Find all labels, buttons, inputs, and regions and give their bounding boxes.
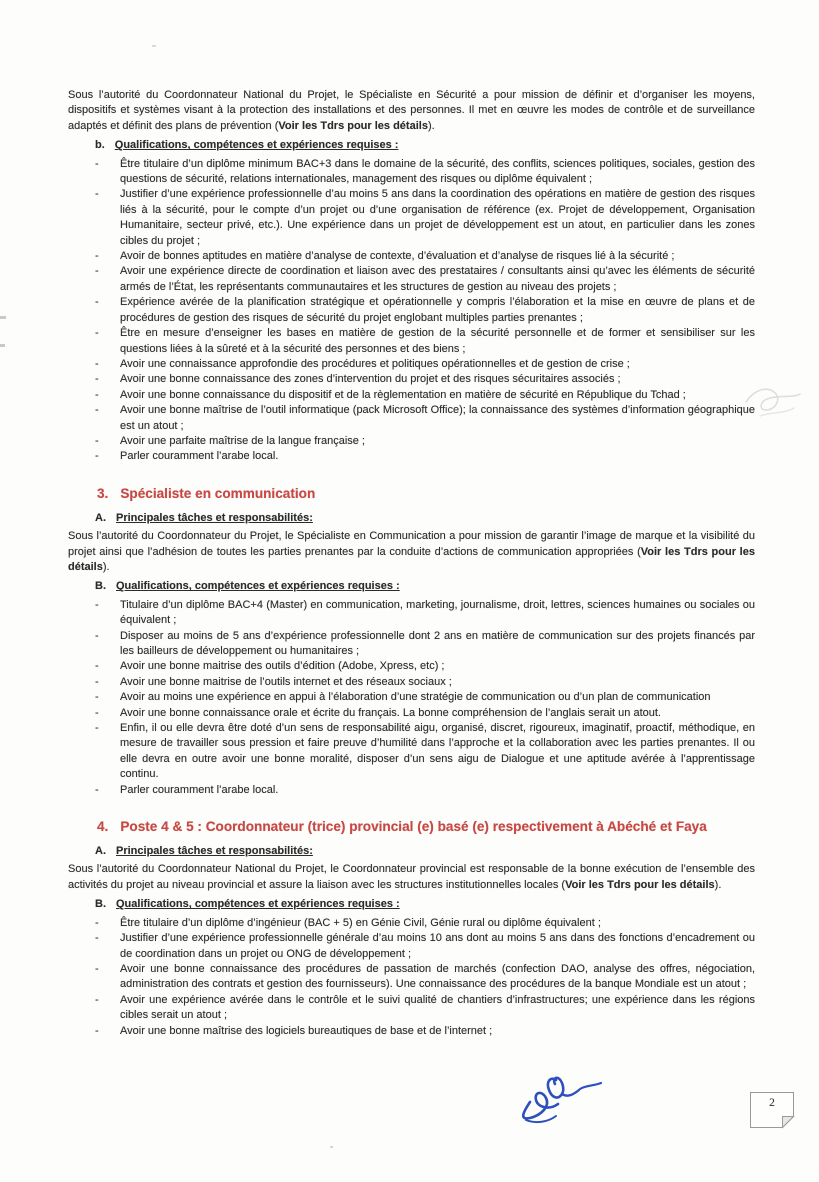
- list-item-text: Disposer au moins de 5 ans d’expérience professionnelle dont 2 ans en matière de communication sur des projets financés par les bailleurs de développement ou humanitaires ;: [120, 629, 755, 657]
- list-item-text: Être titulaire d’un diplôme minimum BAC+3 dans le domaine de la sécurité, des conflits, sciences politiques, sociales, gestion des questions de sécurité, relations internationales, management des risques ou diplôme équivalent ;: [120, 157, 755, 186]
- list-item: [95, 372, 755, 387]
- list-item: [95, 449, 755, 464]
- list-item: [95, 434, 755, 449]
- heading-title: Qualifications, compétences et expériences requises :: [116, 898, 400, 911]
- list-item: [95, 675, 755, 690]
- list-item: [95, 403, 755, 434]
- list-item: [95, 187, 755, 249]
- list-item-text: Être en mesure d’enseigner les bases en matière de gestion de la sécurité personnelle et de former et sensibiliser sur les questions liées à la sûreté et à la sécurité des personnes et des biens ;: [120, 327, 755, 355]
- heading-marker: A.: [95, 845, 106, 858]
- list-item-text: Parler couramment l’arabe local.: [120, 450, 279, 463]
- bullet-dash: -: [95, 598, 99, 611]
- page-number: 2: [769, 1097, 775, 1109]
- list-item-text: Avoir une bonne connaissance du dispositif et de la règlementation en matière de sécurité en République du Tchad ;: [120, 388, 686, 401]
- security-intro-closing: ).: [427, 119, 435, 132]
- list-item-text: Avoir de bonnes aptitudes en matière d’analyse de contexte, d’évaluation et d’analyse de risques lié à la sécurité ;: [120, 250, 675, 263]
- section-heading-communication: [97, 485, 755, 502]
- list-item: [95, 249, 755, 264]
- bullet-dash: -: [95, 629, 99, 642]
- list-item: [95, 931, 755, 962]
- list-item: [95, 388, 755, 403]
- bullet-dash: -: [95, 675, 99, 688]
- list-item: [95, 690, 755, 705]
- bullet-dash: -: [95, 250, 99, 263]
- bullet-dash: -: [95, 357, 99, 370]
- bullet-dash: -: [95, 660, 99, 673]
- list-item-text: Enfin, il ou elle devra être doté d’un sens de responsabilité aigu, organisé, discret, rigoureux, imaginatif, proactif, méthodique, en mesure de travailler sous pression et faire preuve d’humilité dans l’approche et la collaboration avec les parties prenantes. Il ou elle devra en outre avoir une bonne moralité, disposer d’un sens aigu de Dialogue et une aptitude avérée à l’apprentissage continu.: [120, 722, 755, 781]
- list-item: [95, 157, 755, 188]
- scan-artifact: [0, 344, 5, 347]
- handwritten-initials-signature: [516, 1068, 608, 1131]
- coordination-intro-text: Sous l’autorité du Coordonnateur National du Projet, le Coordonnateur provincial est responsable de la bonne exécution de l’ensemble des activités du projet au niveau provincial et assure la liaison avec les structures institutionnelles locales (: [68, 863, 755, 891]
- section-title: Poste 4 & 5 : Coordonnateur (trice) provincial (e) basé (e) respectivement à Abéché et Faya: [120, 819, 707, 835]
- list-item: [95, 326, 755, 357]
- bullet-dash: -: [95, 783, 99, 796]
- bullet-dash: -: [95, 450, 99, 463]
- section-number: 3.: [97, 485, 109, 501]
- bullet-dash: -: [95, 932, 99, 945]
- list-item: [95, 783, 755, 798]
- heading-title: Principales tâches et responsabilités:: [116, 511, 313, 524]
- list-item-text: Avoir une bonne connaissance orale et écrite du français. La bonne compréhension de l’anglais serait un atout.: [120, 706, 661, 719]
- list-item-text: Justifier d’une expérience professionnelle générale d’au moins 10 ans dont au moins 5 ans dans des fonctions d’encadrement ou de coordination dans un projet ou ONG de développement ;: [120, 932, 755, 960]
- list-item-text: Avoir une bonne maîtrise de l’outil informatique (pack Microsoft Office); la connaissance des systèmes d’information géographique est un atout ;: [120, 404, 755, 432]
- list-item: [95, 706, 755, 721]
- bullet-dash: -: [95, 916, 99, 929]
- bullet-dash: -: [95, 691, 99, 704]
- scan-artifact: [0, 316, 6, 319]
- list-item: [95, 1024, 755, 1039]
- list-item: [95, 659, 755, 674]
- list-item-text: Avoir une bonne connaissance des zones d’intervention du projet et des risques sécuritaires associés ;: [120, 373, 621, 386]
- bullet-dash: -: [95, 1024, 99, 1037]
- list-item: [95, 264, 755, 295]
- coordination-qualifications-heading: [95, 897, 755, 912]
- list-item-text: Avoir une connaissance approfondie des procédures et politiques opérationnelles et de gestion de crise ;: [120, 357, 630, 370]
- pencil-smudge: [740, 372, 806, 429]
- list-item: [95, 721, 755, 783]
- heading-title: Qualifications, compétences et expériences requises :: [116, 580, 400, 593]
- list-item-text: Expérience avérée de la planification stratégique et opérationnelle y compris l’élaboration et la mise en œuvre de plans et de procédures de gestion des risques de sécurité du projet englobant multiples parties prenantes ;: [120, 296, 755, 324]
- bullet-dash: -: [95, 404, 99, 417]
- heading-marker: B.: [95, 898, 106, 911]
- heading-marker: b.: [95, 139, 105, 152]
- communication-intro-text: Sous l’autorité du Coordonnateur du Projet, le Spécialiste en Communication a pour mission de garantir l’image de marque et la visibilité du projet ainsi que l’adhésion de toutes les parties prenantes par la conduite d’actions de communication appropriées (: [68, 530, 755, 558]
- communication-intro-bold: Voir les Tdrs pour les détails: [68, 545, 755, 573]
- list-item-text: Avoir une bonne maitrise de l’outils internet et des réseaux sociaux ;: [120, 675, 452, 688]
- list-item-text: Avoir une parfaite maîtrise de la langue française ;: [120, 434, 365, 447]
- section-title: Spécialiste en communication: [120, 485, 316, 501]
- section-heading-coordination: [97, 818, 755, 835]
- list-item: [95, 993, 755, 1024]
- list-item: [95, 916, 755, 931]
- bullet-dash: -: [95, 706, 99, 719]
- heading-marker: A.: [95, 511, 106, 524]
- scan-artifact: [330, 1146, 333, 1148]
- document-body: [68, 88, 755, 1039]
- communication-taches-heading: [95, 511, 755, 526]
- bullet-dash: -: [95, 373, 99, 386]
- list-item-text: Avoir une expérience avérée dans le contrôle et le suivi qualité de chantiers d’infrastructures; une expérience dans les régions cibles serait un atout ;: [120, 993, 755, 1022]
- communication-intro-paragraph: [68, 529, 755, 575]
- bullet-dash: -: [95, 265, 99, 278]
- list-item-text: Être titulaire d’un diplôme d’ingénieur (BAC + 5) en Génie Civil, Génie rural ou diplôme équivalent ;: [120, 916, 601, 929]
- bullet-dash: -: [95, 157, 99, 170]
- communication-intro-closing: ).: [102, 560, 110, 573]
- list-item-text: Avoir une bonne maitrise des outils d’édition (Adobe, Xpress, etc) ;: [120, 660, 445, 673]
- list-item-text: Parler couramment l’arabe local.: [120, 783, 279, 796]
- bullet-dash: -: [95, 993, 99, 1006]
- bullet-dash: -: [95, 388, 99, 401]
- list-item: [95, 357, 755, 372]
- coordination-taches-heading: [95, 844, 755, 859]
- heading-title: Principales tâches et responsabilités:: [116, 845, 313, 858]
- bullet-dash: -: [95, 722, 99, 735]
- list-item-text: Avoir une bonne connaissance des procédures de passation de marchés (confection DAO, analyse des offres, négociation, administration des contrats et gestion des fournisseurs). Une connaissance des procédures de la banque Mondiale est un atout ;: [120, 962, 755, 991]
- list-item: [95, 629, 755, 660]
- section-number: 4.: [97, 819, 109, 835]
- communication-qualifications-heading: [95, 579, 755, 594]
- list-item: [95, 962, 755, 993]
- heading-marker: B.: [95, 580, 106, 593]
- bullet-dash: -: [95, 962, 99, 975]
- security-intro-text: Sous l’autorité du Coordonnateur National du Projet, le Spécialiste en Sécurité a pour mission de définir et d’organiser les moyens, dispositifs et systèmes visant à la protection des installations et des personnes. Il met en œuvre les modes de contrôle et de surveillance adaptés et définit des plans de prévention (: [68, 89, 755, 132]
- coordination-bullet-list: [68, 916, 755, 1039]
- list-item-text: Avoir au moins une expérience en appui à l’élaboration d’une stratégie de communication ou d’un plan de communication: [120, 691, 711, 704]
- page-number-box: [749, 1091, 795, 1129]
- coordination-intro-bold: Voir les Tdrs pour les détails: [565, 878, 715, 891]
- security-bullet-list: [68, 157, 755, 465]
- bullet-dash: -: [95, 188, 99, 201]
- security-qualifications-heading: [95, 138, 755, 153]
- scan-artifact: [152, 45, 156, 47]
- bullet-dash: -: [95, 434, 99, 447]
- heading-title: Qualifications, compétences et expériences requises :: [114, 139, 399, 152]
- list-item-text: Avoir une bonne maîtrise des logiciels bureautiques de base et de l’internet ;: [120, 1024, 493, 1037]
- security-intro-bold: Voir les Tdrs pour les détails: [278, 119, 428, 132]
- security-intro-paragraph: [68, 88, 755, 134]
- list-item-text: Justifier d’une expérience professionnelle d’au moins 5 ans dans la coordination des opérations en matière de gestion des risques liés à la sécurité, pour le compte d’un projet ou d’une organisation de référence (ex. Projet de développement, Organisation Humanitaire, secteur privé, etc.). Une expérience dans un projet de développement est un atout, en particulier dans les zones cibles du projet ;: [120, 188, 755, 247]
- list-item: [95, 295, 755, 326]
- bullet-dash: -: [95, 296, 99, 309]
- communication-bullet-list: [68, 598, 755, 798]
- list-item-text: Titulaire d’un diplôme BAC+4 (Master) en communication, marketing, journalisme, droit, lettres, sciences humaines ou sociales ou équivalent ;: [120, 598, 755, 627]
- coordination-intro-closing: ).: [714, 878, 722, 891]
- bullet-dash: -: [95, 327, 99, 340]
- list-item: [95, 598, 755, 629]
- coordination-intro-paragraph: [68, 862, 755, 893]
- list-item-text: Avoir une expérience directe de coordination et liaison avec des prestataires / consultants ainsi qu’avec les éléments de sécurité armés de l’État, les représentants communautaires et les structures de gestion au niveau des projets ;: [120, 265, 755, 293]
